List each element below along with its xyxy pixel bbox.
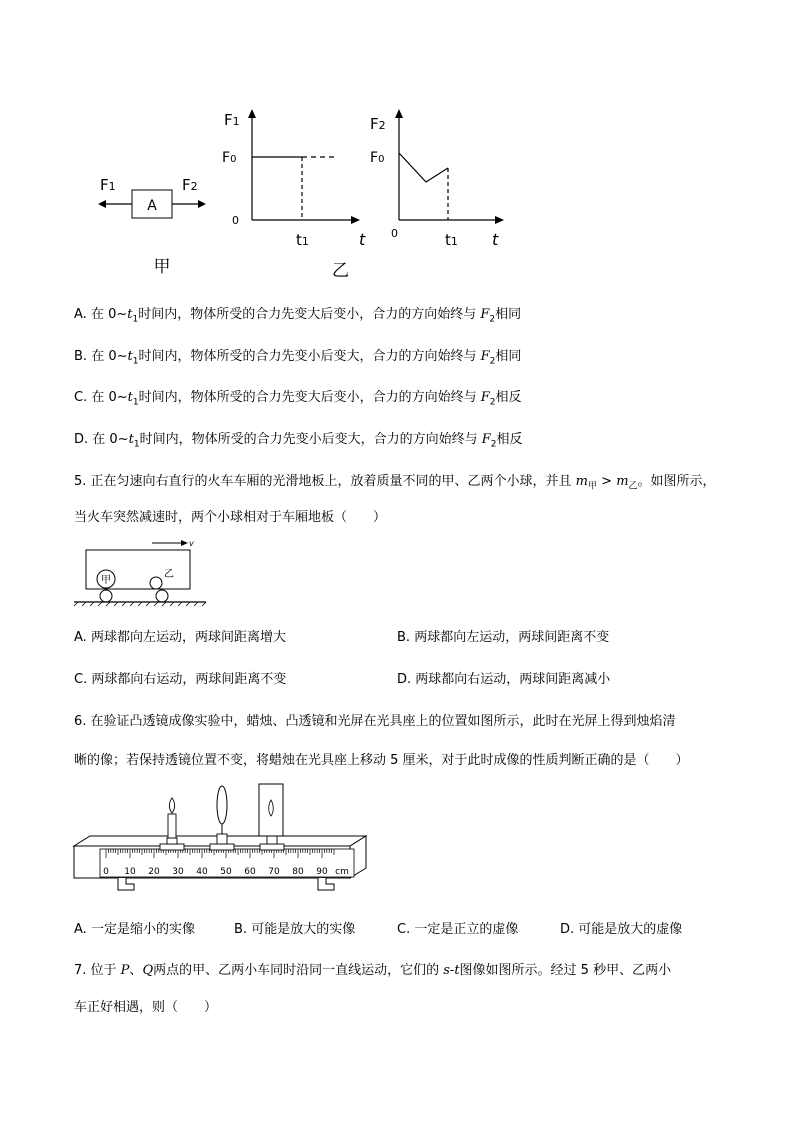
- q5-option-b[interactable]: B. 两球都向左运动，两球间距离不变: [397, 630, 610, 645]
- graph2-f2-curve: [399, 153, 448, 182]
- scale-label-90: 90: [316, 867, 328, 877]
- caption-jia: 甲: [153, 257, 171, 277]
- scale-label-80: 80: [292, 867, 304, 877]
- force-right-label: F2: [182, 176, 198, 194]
- graph2-x-arrowhead: [495, 216, 504, 224]
- graph1-x-label: t: [359, 230, 366, 249]
- q5-train-figure: [72, 535, 212, 607]
- velocity-label: v: [189, 539, 194, 548]
- q6-optical-bench-figure: [70, 782, 370, 897]
- graph2-f0-label: F0: [370, 150, 385, 166]
- candle: [168, 814, 176, 838]
- scale-label-50: 50: [220, 867, 232, 877]
- bench-foot-right: [318, 878, 334, 890]
- bench-foot-left: [118, 878, 134, 890]
- flame-image: [269, 800, 274, 816]
- q4-option-b[interactable]: B. 在 $0\sim t_1$时间内，物体所受的合力先变小后变大，合力的方向始终与 $F_2$相同: [74, 349, 522, 367]
- figure-jia: [90, 170, 220, 280]
- q5-option-d[interactable]: D. 两球都向右运动，两球间距离减小: [397, 672, 611, 687]
- figure-yi-graph-f1: [222, 105, 372, 250]
- scale-label-10: 10: [124, 867, 136, 877]
- graph2-origin: 0: [391, 227, 398, 240]
- force-right-arrowhead: [198, 200, 206, 208]
- q5-option-a[interactable]: A. 两球都向左运动，两球间距离增大: [74, 630, 286, 645]
- ball-yi: [150, 577, 162, 589]
- block-a-label: A: [147, 198, 157, 214]
- graph1-y-label: F1: [224, 111, 240, 129]
- q4-option-a[interactable]: A. 在 $0\sim t_1$时间内，物体所受的合力先变大后变小，合力的方向始终与 $F_2$相同: [74, 307, 522, 325]
- q6-option-b[interactable]: B. 可能是放大的实像: [234, 922, 356, 937]
- scale-label-70: 70: [268, 867, 280, 877]
- candle-holder-base: [160, 844, 184, 850]
- graph1-origin: 0: [232, 214, 239, 227]
- force-left-label: F1: [100, 176, 116, 194]
- scale-label-60: 60: [244, 867, 256, 877]
- screen-holder-base: [260, 844, 284, 850]
- scale-label-40: 40: [196, 867, 208, 877]
- lens-holder: [217, 834, 227, 844]
- q4-option-d[interactable]: D. 在 $0\sim t_1$时间内，物体所受的合力先变小后变大，合力的方向始终与 $F_2$相反: [74, 432, 523, 450]
- q4-option-c[interactable]: C. 在 $0\sim t_1$时间内，物体所受的合力先变大后变小，合力的方向始终与 $F_2$相反: [74, 390, 522, 408]
- graph1-f0-label: F0: [222, 150, 237, 166]
- graph1-x-arrowhead: [351, 216, 360, 224]
- scale-label-20: 20: [148, 867, 160, 877]
- q5-option-c[interactable]: C. 两球都向右运动，两球间距离不变: [74, 672, 287, 687]
- velocity-arrowhead: [181, 540, 188, 546]
- q6-stem-line1: 6. 在验证凸透镜成像实验中，蜡烛、凸透镜和光屏在光具座上的位置如图所示，此时在光屏上得到烛焰清: [74, 714, 676, 729]
- graph2-x-label: t: [492, 230, 499, 249]
- wheel-right: [156, 590, 168, 602]
- graph2-y-arrowhead: [395, 109, 403, 118]
- q7-stem-line1: 7. 位于 P、Q两点的甲、乙两小车同时沿同一直线运动，它们的 s-t图像如图所示。经过 5 秒甲、乙两小: [74, 963, 672, 978]
- candle-holder: [167, 838, 177, 844]
- graph1-y-arrowhead: [248, 109, 256, 118]
- force-left-arrowhead: [98, 200, 106, 208]
- figure-yi-graph-f2: [368, 105, 513, 250]
- scale-unit: cm: [335, 867, 349, 877]
- q5-stem-line2: 当火车突然减速时，两个小球相对于车厢地板（ ）: [74, 510, 387, 525]
- q6-option-c[interactable]: C. 一定是正立的虚像: [397, 922, 519, 937]
- scale-label-0: 0: [103, 867, 109, 877]
- q6-option-d[interactable]: D. 可能是放大的虚像: [560, 922, 683, 937]
- graph2-y-label: F2: [370, 115, 386, 133]
- caption-yi: 乙: [332, 261, 349, 281]
- ball-yi-label: 乙: [164, 569, 174, 580]
- wheel-left: [100, 590, 112, 602]
- q6-option-a[interactable]: A. 一定是缩小的实像: [74, 922, 195, 937]
- candle-flame: [169, 798, 174, 813]
- q5-stem-line1: 5. 正在匀速向右直行的火车车厢的光滑地板上，放着质量不同的甲、乙两个小球，并且 $m_甲 > m_乙$。如图所示，: [74, 474, 716, 492]
- screen-holder: [267, 836, 277, 844]
- graph2-t1-label: t1: [445, 231, 458, 249]
- q6-stem-line2: 晰的像；若保持透镜位置不变，将蜡烛在光具座上移动 5 厘米，对于此时成像的性质判断正确的是（ ）: [74, 753, 689, 768]
- q7-stem-line2: 车正好相遇，则（ ）: [74, 1000, 218, 1015]
- graph1-t1-label: t1: [296, 231, 309, 249]
- lens-holder-base: [210, 844, 234, 850]
- scale-label-30: 30: [172, 867, 184, 877]
- convex-lens: [217, 786, 227, 824]
- ball-jia-label: 甲: [101, 575, 111, 586]
